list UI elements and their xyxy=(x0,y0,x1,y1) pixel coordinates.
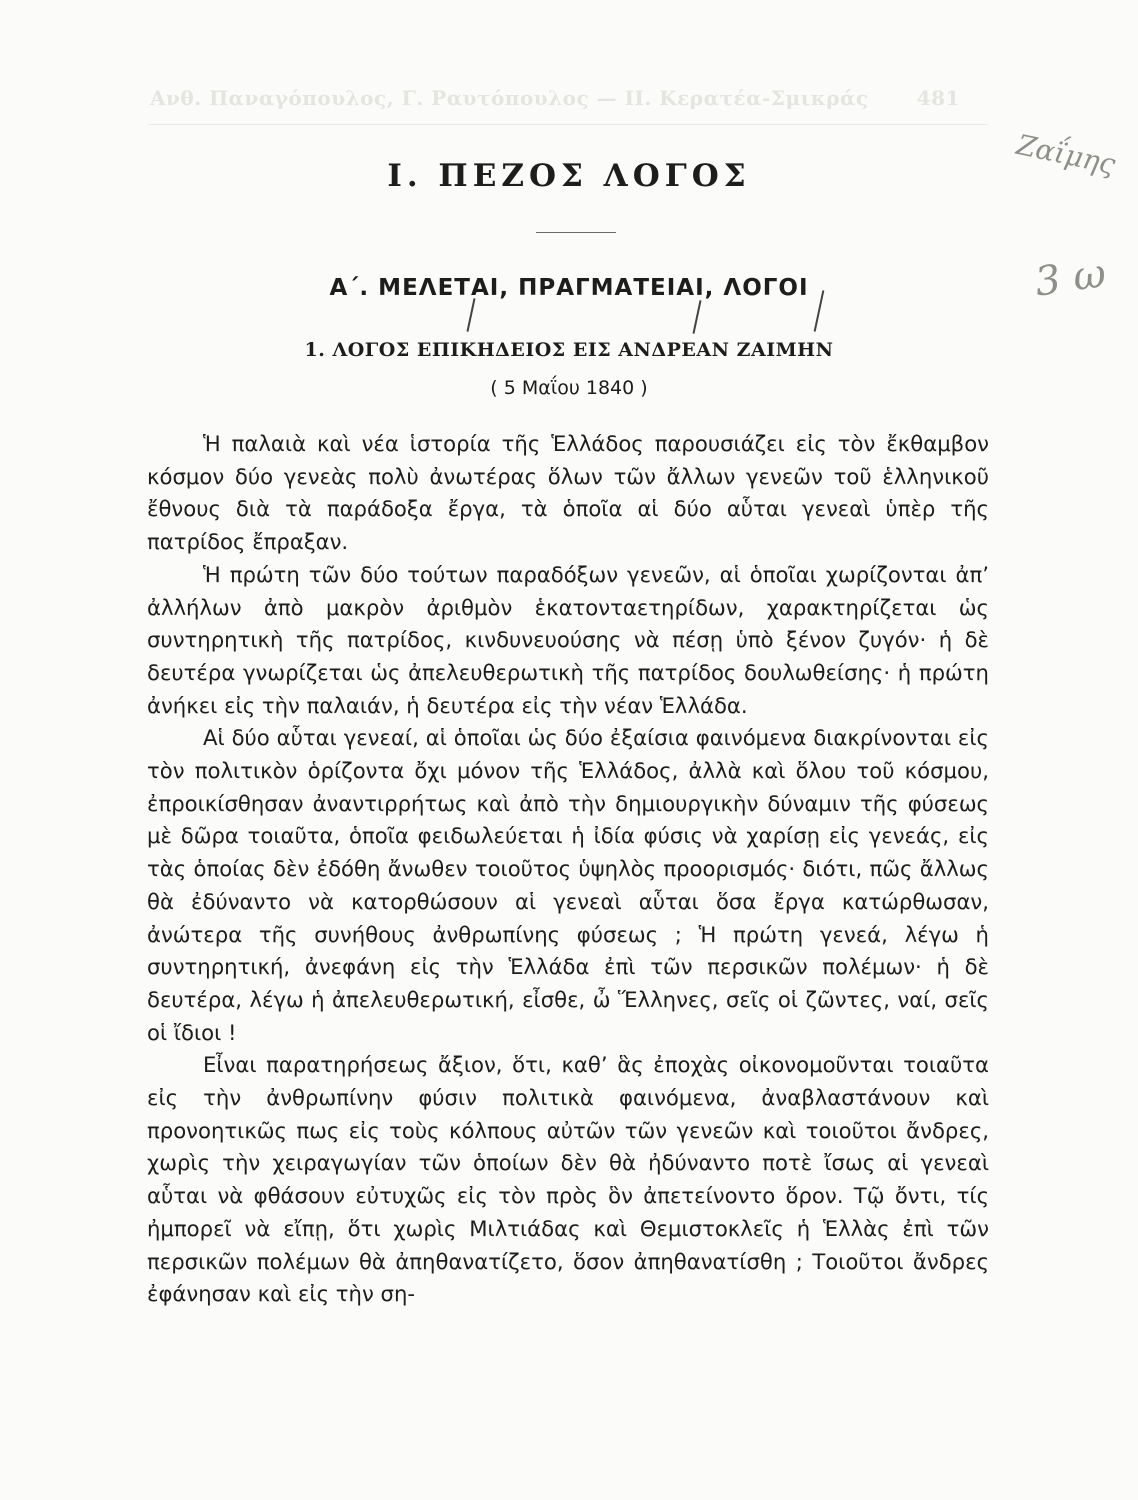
bleedthrough-header xyxy=(150,86,990,110)
handwritten-note: 3 ω xyxy=(1032,250,1109,306)
handwritten-note: Ζαΐμης xyxy=(1013,127,1119,182)
section-title: Ι. ΠΕΖΟΣ ΛΟΓΟΣ xyxy=(387,158,751,194)
speech-title: 1. ΛΟΓΟΣ ΕΠΙΚΗΔΕΙΟΣ ΕΙΣ ΑΝΔΡΕΑΝ ΖΑΙΜΗΝ xyxy=(304,339,834,361)
paragraph: Ἡ πρώτη τῶν δύο τούτων παραδόξων γενεῶν, αἱ ὁποῖαι χωρίζονται ἀπ’ ἀλλήλων ἀπὸ μακρὸν ἀριθμὸν ἑκατονταετηρίδων, χαρακτηρίζεται ὡς συντηρητικὴ τῆς πατρίδος, κινδυνευούσης νὰ πέσῃ ὑπὸ ξένον ζυγόν· ἡ δὲ δευτέρα γνωρίζεται ὡς ἀπελευθερωτικὴ τῆς πατρίδος δουλωθείσης· ἡ πρώτη ἀνήκει εἰς τὴν παλαιάν, ἡ δευτέρα εἰς τὴν νέαν Ἑλλάδα. xyxy=(147,561,989,718)
body-text xyxy=(147,428,989,1311)
paragraph: Εἶναι παρατηρήσεως ἄξιον, ὅτι, καθ’ ἃς ἐποχὰς οἰκονομοῦνται τοιαῦτα εἰς τὴν ἀνθρωπίνην φύσιν πολιτικὰ φαινόμενα, ἀναβλαστάνουν καὶ προνοητικῶς πως εἰς τοὺς κόλπους αὐτῶν τῶν γενεῶν καὶ τοιοῦτοι ἄνδρες, χωρὶς τὴν χειραγωγίαν τῶν ὁποίων δὲν θὰ ἠδύναντο ποτὲ ἴσως αἱ γενεαὶ αὗται νὰ φθάσουν εὐτυχῶς εἰς τὸν πρὸς ὃν ἀπετείνοντο ὅρον. Τῷ ὄντι, τίς ἠμπορεῖ νὰ εἴπῃ, ὅτι χωρὶς Μιλτιάδας καὶ Θεμιστοκλεῖς ἡ Ἑλλὰς ἐπὶ τῶν περσικῶν πολέμων θὰ ἀπηθανατίζετο, ὅσον ἀπηθανατίσθη ; Τοιοῦτοι ἄνδρες ἐφάνησαν καὶ εἰς τὴν ση- xyxy=(147,1052,989,1307)
subsection-title: Α΄. ΜΕΛΕΤΑΙ, ΠΡΑΓΜΑΤΕΙΑΙ, ΛΟΓΟΙ xyxy=(329,275,809,301)
bleedthrough-page-number: 481 xyxy=(916,86,960,110)
title-divider xyxy=(536,232,616,233)
speech-date: ( 5 Μαΐου 1840 ) xyxy=(490,377,648,399)
bleedthrough-header-text: Ανθ. Παναγόπουλος, Γ. Ραυτόπουλος — ΙΙ. Κερατέα-Σμικράς xyxy=(150,86,869,110)
pencil-mark xyxy=(692,300,701,334)
paragraph: Αἱ δύο αὗται γενεαί, αἱ ὁποῖαι ὡς δύο ἐξαίσια φαινόμενα διακρίνονται εἰς τὸν πολιτικὸν ὁρίζοντα ὄχι μόνον τῆς Ἑλλάδος, ἀλλὰ καὶ ὅλου τοῦ κόσμου, ἐπροικίσθησαν ἀναντιρρήτως καὶ ἀπὸ τὴν δημιουργικὴν δύναμιν τῆς φύσεως μὲ δῶρα τοιαῦτα, ὁποῖα φειδωλεύεται ἡ ἰδία φύσις νὰ χαρίσῃ εἰς γενεάς, εἰς τὰς ὁποίας δὲν ἐδόθη ἄνωθεν τοιοῦτος ὑψηλὸς προορισμός· διότι, πῶς ἄλλως θὰ ἐδύναντο νὰ κατορθώσουν αἱ γενεαὶ αὗται ὅσα ἔργα κατώρθωσαν, ἀνώτερα τῆς συνήθους ἀνθρωπίνης φύσεως ; Ἡ πρώτη γενεά, λέγω ἡ συντηρητική, ἀνεφάνη εἰς τὴν Ἑλλάδα ἐπὶ τῶν περσικῶν πολέμων· ἡ δὲ δευτέρα, λέγω ἡ ἀπελευθερωτική, εἶσθε, ὦ Ἕλληνες, σεῖς οἱ ζῶντες, ναί, σεῖς οἱ ἴδιοι ! xyxy=(147,725,989,1045)
paragraph: Ἡ παλαιὰ καὶ νέα ἱστορία τῆς Ἑλλάδος παρουσιάζει εἰς τὸν ἔκθαμβον κόσμον δύο γενεὰς πολὺ ἀνωτέρας ὅλων τῶν ἄλλων γενεῶν τοῦ ἑλληνικοῦ ἔθνους διὰ τὰ παράδοξα ἔργα, τὰ ὁποῖα αἱ δύο αὗται γενεαὶ ὑπὲρ τῆς πατρίδος ἔπραξαν. xyxy=(147,431,989,555)
bleedthrough-header-rule xyxy=(148,124,988,125)
pencil-mark xyxy=(466,298,475,332)
